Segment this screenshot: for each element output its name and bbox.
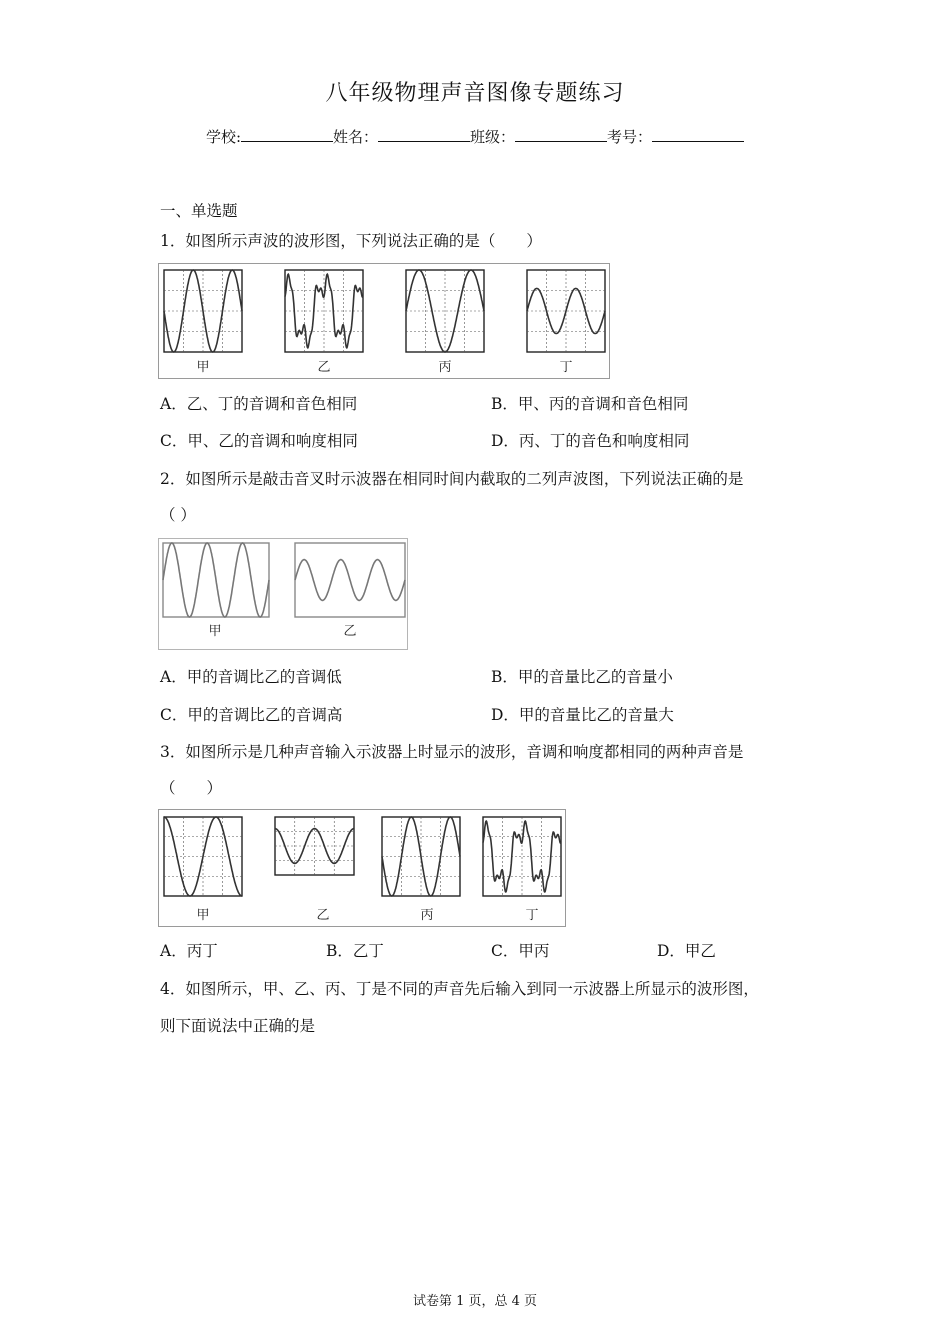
q2-panel-jia: [163, 543, 269, 617]
q4-stem-line1: 4．如图所示，甲、乙、丙、丁是不同的声音先后输入到同一示波器上所显示的波形图，: [160, 980, 759, 998]
q2-option-c: C．甲的音调比乙的音调高: [160, 706, 343, 724]
q2-figure: [158, 538, 408, 650]
q1-panel-bing: [406, 270, 484, 352]
q1-panel-ding: [527, 270, 605, 352]
q2-stem-line2: （ ）: [160, 506, 196, 524]
q1-option-a: A．乙、丁的音调和音色相同: [160, 395, 358, 413]
q2-label-jia: 甲: [208, 624, 222, 639]
q2-option-d: D．甲的音量比乙的音量大: [491, 706, 674, 724]
q3-option-c: C．甲丙: [491, 942, 550, 960]
q3-label-bing: 丙: [420, 908, 434, 923]
q3-panel-jia: [164, 817, 242, 896]
student-info-line: [0, 126, 950, 147]
school-blank: [241, 127, 333, 142]
exam-no-label: 考号：: [607, 128, 653, 146]
q4-stem-line2: 则下面说法中正确的是: [160, 1017, 316, 1035]
exam-no-blank: [652, 127, 744, 142]
q3-waveforms: [159, 810, 565, 926]
q3-label-jia: 甲: [196, 908, 210, 923]
q1-label-bing: 丙: [438, 360, 452, 375]
q2-panel-yi: [295, 543, 405, 617]
q3-panel-yi: [275, 817, 354, 875]
q2-label-yi: 乙: [343, 624, 357, 639]
q2-waveforms: [159, 539, 407, 649]
q1-option-b: B．甲、丙的音调和音色相同: [491, 395, 689, 413]
class-blank: [515, 127, 607, 142]
q1-panel-yi: [285, 270, 363, 352]
q1-stem: 1．如图所示声波的波形图，下列说法正确的是（ ）: [160, 232, 542, 250]
q1-panel-jia: [164, 270, 242, 352]
q3-figure: [158, 809, 566, 927]
q1-figure: [158, 263, 610, 379]
q3-panel-ding: [483, 817, 561, 896]
name-label: 姓名：: [333, 128, 379, 146]
class-label: 班级：: [470, 128, 516, 146]
q3-option-d: D．甲乙: [657, 942, 716, 960]
name-blank: [378, 127, 470, 142]
school-label: 学校:: [205, 128, 241, 146]
q3-stem-line1: 3．如图所示是几种声音输入示波器上时显示的波形，音调和响度都相同的两种声音是: [160, 743, 744, 761]
q2-option-b: B．甲的音量比乙的音量小: [491, 668, 673, 686]
section-heading: 一、单选题: [160, 202, 238, 220]
q1-label-yi: 乙: [317, 360, 331, 375]
q2-option-a: A．甲的音调比乙的音调低: [160, 668, 342, 686]
q1-label-jia: 甲: [196, 360, 210, 375]
q3-stem-line2: （ ）: [160, 779, 223, 797]
q1-option-d: D．丙、丁的音色和响度相同: [491, 432, 690, 450]
page-footer: 试卷第 1 页，总 4 页: [412, 1294, 538, 1309]
q1-waveforms: [159, 264, 609, 378]
q3-panel-bing: [382, 817, 460, 896]
page-title: 八年级物理声音图像专题练习: [325, 81, 625, 106]
q1-option-c: C．甲、乙的音调和响度相同: [160, 432, 358, 450]
q3-option-b: B．乙丁: [326, 942, 384, 960]
q3-option-a: A．丙丁: [160, 942, 218, 960]
q2-stem-line1: 2．如图所示是敲击音叉时示波器在相同时间内截取的二列声波图，下列说法正确的是: [160, 470, 744, 488]
q3-label-yi: 乙: [316, 908, 330, 923]
q3-label-ding: 丁: [525, 908, 539, 923]
q1-label-ding: 丁: [559, 360, 573, 375]
